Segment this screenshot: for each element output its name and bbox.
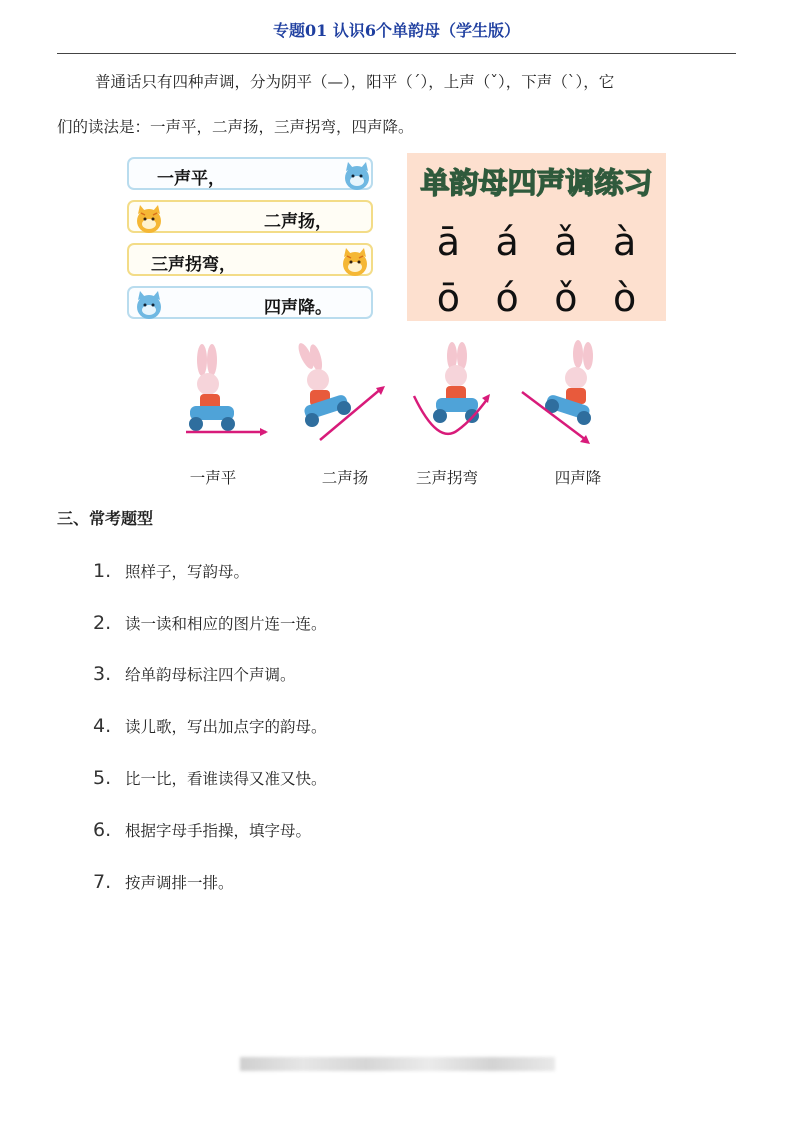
tone-card-label: 二声扬， <box>264 212 332 232</box>
question-item <box>93 804 327 856</box>
question-text: 根据字母手指操，填字母。 <box>125 821 312 840</box>
bunny-caption-4: 四声降 <box>554 469 602 487</box>
question-text: 照样子，写韵母。 <box>125 562 250 581</box>
vowel-a2: á <box>495 220 519 264</box>
question-number: 1. <box>93 559 112 582</box>
tone-card-label: 一声平， <box>157 169 225 189</box>
question-number: 2. <box>93 611 112 634</box>
question-number: 7. <box>93 870 112 893</box>
question-text: 按声调排一排。 <box>125 873 234 892</box>
yellow-cat-icon <box>131 202 167 238</box>
vowel-row-o <box>407 276 666 320</box>
intro-line-1: 普通话只有四种声调，分为阴平（—），阳平（ˊ），上声（ˇ），下声（ˋ），它 <box>95 73 615 91</box>
blue-cat-icon <box>339 159 375 195</box>
intro-line-2: 们的读法是：一声平，二声扬，三声拐弯，四声降。 <box>57 118 414 136</box>
tone-card-4 <box>127 286 373 319</box>
bunny-tone2-illustration <box>282 340 392 450</box>
question-number: 3. <box>93 663 112 686</box>
page-title: 专题01 认识6个单韵母（学生版） <box>273 21 520 40</box>
tone-card-1 <box>127 157 373 190</box>
section-title: 三、常考题型 <box>57 509 154 528</box>
bunny-caption-2: 二声扬 <box>321 469 369 487</box>
question-item <box>93 597 327 649</box>
vowel-o2: ó <box>495 276 519 320</box>
question-item <box>93 856 327 908</box>
question-number: 4. <box>93 715 112 738</box>
question-item <box>93 752 327 804</box>
vowel-a1: ā <box>436 220 461 264</box>
vowel-o1: ō <box>436 276 460 320</box>
question-number: 6. <box>93 818 112 841</box>
question-list <box>93 545 327 908</box>
vowel-o3: ǒ <box>554 276 578 320</box>
blurred-footer <box>240 1057 555 1071</box>
question-text: 给单韵母标注四个声调。 <box>125 666 296 685</box>
question-text: 比一比，看谁读得又准又快。 <box>125 770 327 789</box>
bunny-caption-3: 三声拐弯 <box>415 469 478 487</box>
question-text: 读一读和相应的图片连一连。 <box>125 614 327 633</box>
question-item <box>93 700 327 752</box>
tone-cards-panel <box>127 157 375 320</box>
question-item <box>93 649 327 701</box>
vowel-a4: à <box>612 220 637 264</box>
bunny-tone4-illustration <box>516 340 626 450</box>
question-item <box>93 545 327 597</box>
question-number: 5. <box>93 767 112 790</box>
yellow-cat-icon <box>337 245 373 281</box>
blue-cat-icon <box>131 288 167 324</box>
bunny-caption-1: 一声平 <box>189 469 237 487</box>
vowel-a3: ǎ <box>554 220 578 264</box>
header-divider <box>57 53 736 54</box>
tone-card-label: 四声降。 <box>264 298 332 318</box>
practice-title: 单韵母四声调练习 <box>420 166 653 200</box>
question-text: 读儿歌，写出加点字的韵母。 <box>125 718 327 737</box>
tone-card-2 <box>127 200 373 233</box>
vowel-row-a <box>407 220 666 264</box>
tone-card-label: 三声拐弯， <box>151 255 236 275</box>
bunny-tone3-illustration <box>408 340 518 450</box>
tone-card-3 <box>127 243 373 276</box>
vowel-o4: ò <box>613 276 637 320</box>
bunny-tone1-illustration <box>178 340 288 450</box>
